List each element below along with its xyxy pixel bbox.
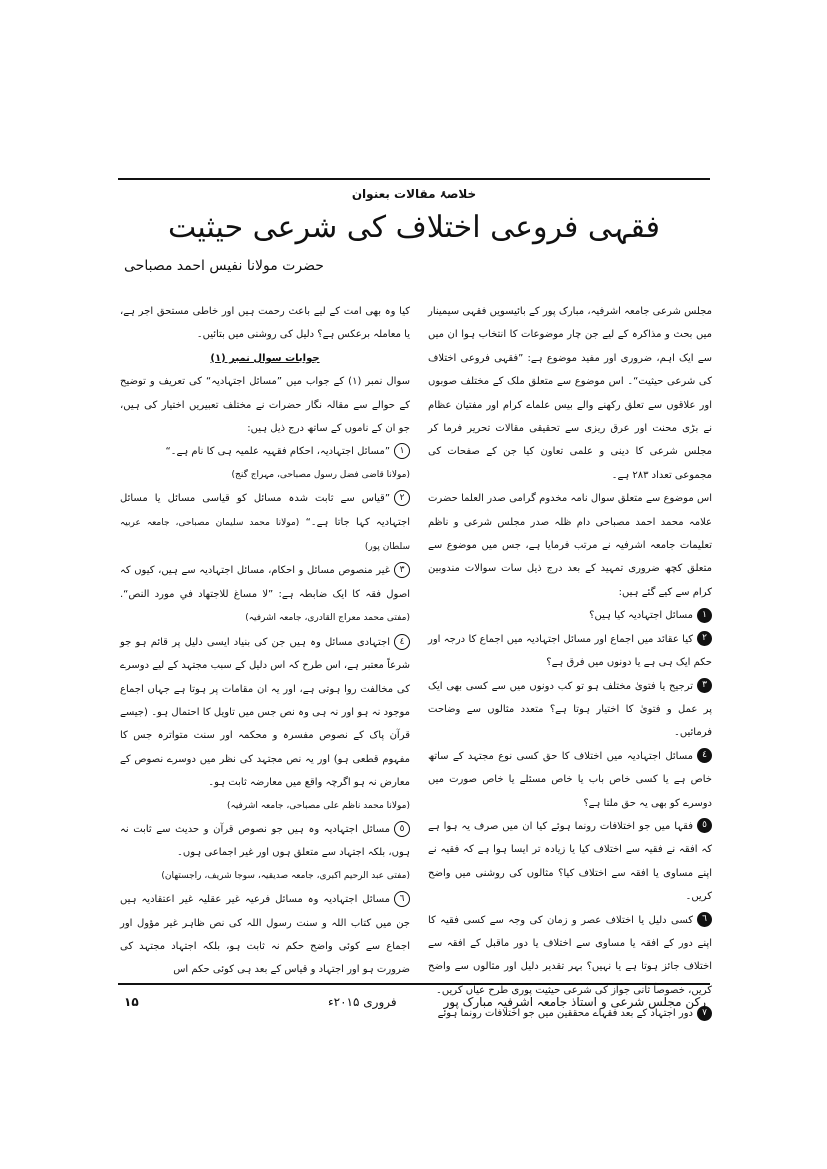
question-text: مسائل اجتہادیہ کیا ہیں؟ [589, 610, 693, 622]
intro-paragraph-2: اس موضوع سے متعلق سوال نامہ مخدوم گرامی صدر العلما حضرت علامہ محمد احمد مصباحی دام ظلہ صدر مجلس شرعی و ناظم تعلیمات جامعہ اشرفیہ نے مرتب فرمایا ہے، جس میں موضوع سے متعلق کچھ ضروری تمہید کے بعد درج ذیل سات سوالات مندوبین کرام سے کیے گئے ہیں: [428, 493, 712, 598]
issue-date: فروری ۲۰۱۵ء [328, 995, 397, 1009]
section-kicker: خلاصۂ مقالات بعنوان [351, 187, 477, 201]
article-title: فقہی فروعی اختلاف کی شرعی حیثیت [167, 210, 661, 245]
answer-number: ٢ [394, 490, 410, 506]
answer-text: اجتہادی مسائل وہ ہیں جن کی بنیاد ایسی دلیل پر قائم ہو جو شرعاً معتبر ہے، اس طرح کہ اس دلیل کے سبب مجتہد کے لیے دوسرے کی مخالفت روا ہوتی ہے، اور یہ ان مقامات پر ہوتا ہے جہاں اجماع موجود نہ ہو اور نہ ہی وہ نص جس میں تاویل کا احتمال ہو۔ (جیسے قرآن پاک کے نصوص مفسرہ و محکمہ اور سنت متواترہ جس کا مفہوم قطعی ہو) اور یہ نص مجتہد کی نظر میں دوسرے نصوص کے معارض نہ ہو اگرچہ واقع میں معارضہ ثابت ہو۔ [120, 636, 410, 789]
answer-text: ”قیاس سے ثابت شدہ مسائل کو قیاسی مسائل یا مسائل اجتہادیہ کہا جاتا ہے۔“ [120, 493, 410, 528]
question-item [428, 604, 712, 627]
answer-item [120, 487, 410, 559]
question-number: ٥ [697, 818, 712, 833]
question-item [428, 675, 712, 745]
question-text: دور اجتہاد کے بعد فقہاے محققین میں جو اختلافات رونما ہوئے [437, 1008, 693, 1020]
answer-item [120, 888, 410, 982]
question-item [428, 815, 712, 909]
answer-text: مسائل اجتہادیہ وہ ہیں جو نصوص قرآن و حدیث سے ثابت نہ ہوں، بلکہ اجتہاد سے متعلق ہوں اور غیر اجماعی ہوں۔ [120, 823, 410, 859]
answer-citation: (مفتی محمد معراج القادری، جامعہ اشرفیہ) [245, 613, 410, 624]
question-number: ٤ [697, 748, 712, 763]
answer-item [120, 559, 410, 630]
question-text: ترجیح یا فتویٰ مختلف ہو تو کب دونوں میں سے کسی بھی ایک پر عمل و فتویٰ کا اختیار ہوتا ہے؟ متعدد مثالوں سے وضاحت فرمائیں۔ [428, 680, 712, 739]
answer-number: ٤ [394, 634, 410, 650]
author-name: حضرت مولانا نفیس احمد مصباحی [124, 258, 324, 274]
answers-intro: سوال نمبر (۱) کے جواب میں ”مسائل اجتہادیہ“ کی تعریف و توضیح کے حوالے سے مقالہ نگار حضرات نے مختلف تعبیریں اختیار کی ہیں، جو ان کے ناموں کے ساتھ درج ذیل ہیں: [120, 376, 411, 435]
answer-text: غیر منصوص مسائل و احکام، مسائل اجتہادیہ سے ہیں، کیوں کہ اصول فقہ کا ایک ضابطہ ہے: ”لا مساغ للاجتهاد في مورد النص“. [120, 565, 410, 600]
page-number: ۱۵ [124, 995, 139, 1009]
question-number: ٧ [697, 1006, 712, 1021]
answer-item [120, 440, 410, 463]
question-text: کسی دلیل یا اختلاف عصر و زمان کی وجہ سے کسی فقیہ کا اپنے دور کے افقہ یا مساوی سے اختلاف یا دور ماقبل کے افقہ سے اختلاف جائز ہوتا ہے یا نہیں؟ بہر تقدیر دلیل اور مثالوں سے واضح کریں، خصوصاً ثانی جواز کی شرعی حیثیت پوری طرح عیاں کریں۔ [428, 914, 712, 996]
answer-text: ”مسائل اجتہادیہ، احکام فقہیہ علمیہ ہی کا نام ہے۔“ [165, 446, 390, 458]
question-number: ٦ [697, 912, 712, 927]
question-text: فقہا میں جو اختلافات رونما ہوئے کیا ان میں صرف یہ ہوا ہے کہ افقہ نے فقیہ سے اختلاف کیا یا زیادہ تر ایسا ہوا ہے کہ فقیہ نے اپنے مساوی یا افقہ سے اختلاف کیا؟ مثالوں کی روشنی میں واضح کریں۔ [428, 820, 712, 903]
question-item [428, 909, 712, 1003]
answer-text: مسائل اجتہادیہ وہ مسائل فرعیہ غیر عقلیہ غیر اعتقادیہ ہیں جن میں کتاب اللہ و سنت رسول اللہ کی نص ظاہر غیر مؤول اور اجماع سے کوئی واضح حکم نہ ثابت ہو، بلکہ اجتہاد مجتہد کی ضرورت ہو اور اجتہاد و قیاس کے بعد ہی کوئی حکم اس [120, 894, 410, 976]
left-column [120, 300, 410, 978]
author-affiliation: رکن مجلس شرعی و استاذ جامعہ اشرفیہ مبارک پور [443, 995, 706, 1009]
question-item [428, 745, 712, 815]
top-rule [118, 178, 710, 180]
question-text: کیا عقائد میں اجماع اور مسائل اجتہادیہ میں اجماع کا درجہ اور حکم ایک ہی ہے یا دونوں میں فرق ہے؟ [428, 633, 712, 669]
page-footer [118, 990, 710, 1014]
answer-number: ٣ [394, 562, 410, 578]
answer-number: ١ [394, 443, 410, 459]
answer-item [120, 631, 410, 795]
question-number: ٢ [697, 631, 712, 646]
bottom-rule [118, 983, 710, 985]
intro-paragraph-1: مجلس شرعی جامعہ اشرفیہ، مبارک پور کے بائیسویں فقہی سیمینار میں بحث و مذاکرہ کے لیے جن چار موضوعات کا انتخاب ہوا ان میں سے ایک اہم، ضروری اور مفید موضوع ہے: ”فقہی فروعی اختلاف کی شرعی حیثیت“۔ اس موضوع سے متعلق ملک کے مختلف صوبوں اور علاقوں سے تعلق رکھنے والے بیس علماے کرام اور مفتیان عظام نے بڑی محنت اور عرق ریزی سے تحقیقی مقالات تحریر فرما کر مجلس شرعی کا دینی و علمی تعاون کیا جن کے صفحات کی مجموعی تعداد ۲۸۳ ہے۔ [428, 306, 712, 481]
question-text: مسائل اجتہادیہ میں اختلاف کا حق کسی نوع مجتہد کے ساتھ خاص ہے یا کسی خاص باب یا خاص مسئلے یا خاص صورت میں دوسرے کو بھی یہ حق ملتا ہے؟ [428, 750, 712, 809]
answer-citation: (مفتی عبد الرحیم اکبری، جامعہ صدیقیہ، سوجا شریف، راجستھان) [161, 870, 410, 881]
answer-number: ٦ [394, 891, 410, 907]
answer-citation: (مولانا محمد سلیمان مصباحی، جامعہ عربیہ سلطان پور) [120, 517, 410, 553]
answer-number: ٥ [394, 821, 410, 837]
article-header [118, 184, 710, 278]
answer-citation: (مولانا قاضی فضل رسول مصباحی، مہراج گنج) [231, 469, 410, 480]
continuation-paragraph: کیا وہ بھی امت کے لیے باعث رحمت ہیں اور خاطی مستحق اجر ہے، یا معاملہ برعکس ہے؟ دلیل کی روشنی میں بتائیں۔ [120, 306, 410, 341]
answer-item [120, 818, 410, 865]
question-item [428, 628, 712, 675]
question-number: ١ [697, 608, 712, 623]
question-number: ٣ [697, 678, 712, 693]
answer-citation: (مولانا محمد ناظم علی مصباحی، جامعہ اشرفیہ) [227, 800, 410, 811]
answers-subheading: جوابات سوال نمبر (۱) [210, 352, 320, 364]
